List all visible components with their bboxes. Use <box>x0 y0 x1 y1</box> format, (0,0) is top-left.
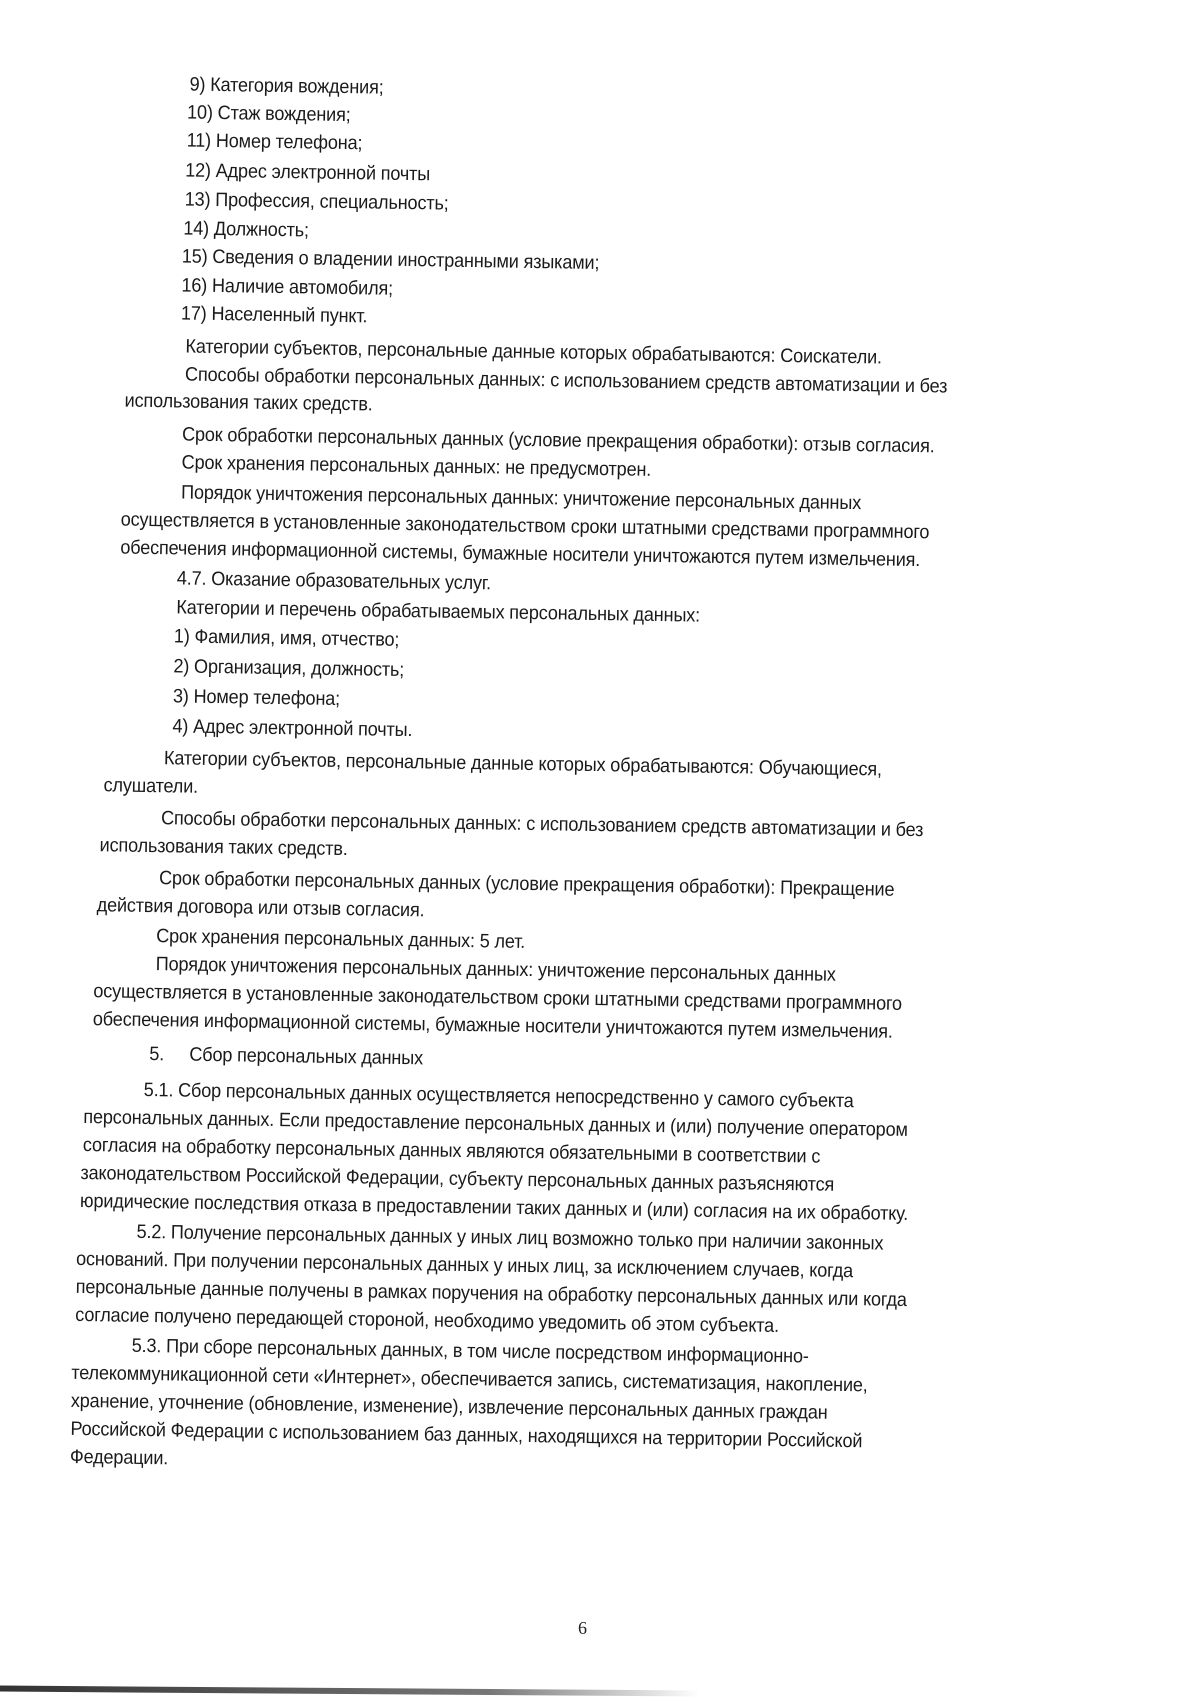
paragraph-methods: Способы обработки персональных данных: с использованием средств автоматизации и без <box>160 807 924 842</box>
paragraph-destroy: Порядок уничтожения персональных данных: уничтожение персональных данных <box>180 481 862 515</box>
paragraph-term: Срок обработки персональных данных (условие прекращения обработки): Прекращение <box>158 867 895 901</box>
paragraph-5-2: 5.2. Получение персональных данных у иных лиц возможно только при наличии законных <box>136 1220 884 1255</box>
list-item: 16) Наличие автомобиля; <box>181 274 394 300</box>
paragraph-5-2-cont: персональные данные получены в рамках поручения на обработку персональных данных или когда <box>75 1275 907 1311</box>
section-number: 5. <box>149 1043 165 1066</box>
paragraph-5-3-cont: Российской Федерации с использованием баз данных, находящихся на территории Российской <box>70 1417 863 1453</box>
paragraph-5-2-cont: оснований. При получении персональных данных у иных лиц, за исключением случаев, когда <box>75 1247 854 1283</box>
list-item: 2) Организация, должность; <box>173 655 405 681</box>
paragraph-methods-cont: использования таких средств. <box>124 389 373 416</box>
paragraph-5-3-cont: телекоммуникационной сети «Интернет», обеспечивается запись, систематизация, накопление, <box>71 1361 868 1397</box>
list-item: 12) Адрес электронной почты <box>185 159 431 186</box>
paragraph-5-1: 5.1. Сбор персональных данных осуществляется непосредственно у самого субъекта <box>143 1078 854 1113</box>
list-item: 1) Фамилия, имя, отчество; <box>173 625 400 651</box>
paragraph-categories: Категории и перечень обрабатываемых персональных данных: <box>176 596 701 627</box>
list-item: 9) Категория вождения; <box>189 73 384 99</box>
paragraph-methods-cont: использования таких средств. <box>99 834 348 861</box>
list-item: 4) Адрес электронной почты. <box>172 715 413 742</box>
paragraph-subjects-cont: слушатели. <box>103 774 199 798</box>
paragraph-destroy-cont: обеспечения информационной системы, бумажные носители уничтожаются путем измельчения. <box>92 1008 893 1043</box>
paragraph-destroy-cont: осуществляется в установленные законодательством сроки штатными средствами программного <box>120 508 930 544</box>
paragraph-methods: Способы обработки персональных данных: с использованием средств автоматизации и без <box>184 363 948 398</box>
paragraph-5-1-cont: персональных данных. Если предоставление персональных данных и (или) получение оператором <box>83 1106 908 1141</box>
paragraph-5-1-cont: согласия на обработку персональных данных являются обязательными в соответствии с <box>82 1134 821 1168</box>
paragraph-term-cont: действия договора или отзыв согласия. <box>96 894 425 922</box>
page-number: 6 <box>578 1618 587 1638</box>
paragraph-term: Срок обработки персональных данных (условие прекращения обработки): отзыв согласия. <box>181 423 935 458</box>
paragraph-destroy: Порядок уничтожения персональных данных: уничтожение персональных данных <box>155 953 836 986</box>
paragraph-5-3-cont: хранение, уточнение (обновление, изменение), извлечение персональных данных граждан <box>70 1389 828 1424</box>
paragraph-destroy-cont: обеспечения информационной системы, бумажные носители уничтожаются путем измельчения. <box>120 536 921 572</box>
paragraph-subjects: Категории субъектов, персональные данные которых обрабатываются: Соискатели. <box>185 335 883 369</box>
paragraph-storage: Срок хранения персональных данных: не предусмотрен. <box>181 451 652 481</box>
section-heading: 4.7. Оказание образовательных услуг. <box>176 567 492 595</box>
paragraph-5-3-cont: Федерации. <box>69 1445 169 1470</box>
list-item: 15) Сведения о владении иностранными языками; <box>181 245 600 275</box>
list-item: 13) Профессия, специальность; <box>184 188 449 215</box>
paragraph-storage: Срок хранения персональных данных: 5 лет. <box>156 925 526 953</box>
paragraph-5-3: 5.3. При сборе персональных данных, в том числе посредством информационно- <box>131 1334 809 1368</box>
list-item: 17) Населенный пункт. <box>180 302 368 328</box>
paragraph-destroy-cont: осуществляется в установленные законодательством сроки штатными средствами программного <box>93 980 903 1015</box>
list-item: 10) Стаж вождения; <box>186 101 351 127</box>
paragraph-5-1-cont: законодательством Российской Федерации, субъекту персональных данных разъясняются <box>80 1161 835 1196</box>
paragraph-5-2-cont: согласие получено передающей стороной, необходимо уведомить об этом субъекта. <box>75 1303 780 1337</box>
list-item: 14) Должность; <box>183 217 309 242</box>
list-item: 11) Номер телефона; <box>186 129 363 155</box>
paragraph-subjects: Категории субъектов, персональные данные которых обрабатываются: Обучающиеся, <box>163 747 882 781</box>
paragraph-5-1-cont: юридические последствия отказа в предоставлении таких данных и (или) согласия на их обработку. <box>79 1189 909 1225</box>
section-heading: Сбор персональных данных <box>189 1043 424 1070</box>
list-item: 3) Номер телефона; <box>172 685 341 710</box>
